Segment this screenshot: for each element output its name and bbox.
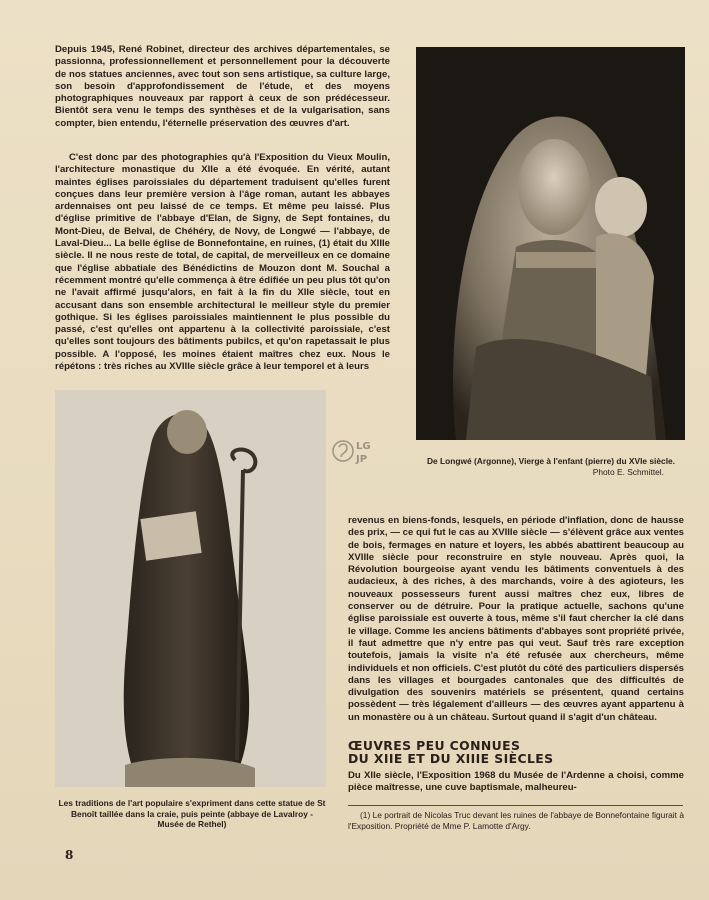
svg-text:JP: JP [356,454,368,465]
article-paragraph-1: Depuis 1945, René Robinet, directeur des archives départementales, se passionna, professionnellement et personnellement pour la découverte de nos statues anciennes, avec tout son sens artistique, sa culture large, son besoin d'approfondissement de l'étude, et des moyens photographiques nouveaux par rapport à ceux de son prédécesseur. Bientôt sera venu le temps des synthèses et de la vulgarisation, sans compter, bien entendu, l'éternelle préservation des œuvres d'art. [55,44,390,129]
virgin-statue-illustration [416,47,685,440]
article-paragraph-3: revenus en biens-fonds, lesquels, en période d'inflation, donc de hausse des prix, — ce qui fut le cas au XVIIIe siècle — s'élèvent grâce aux ventes de bois, fermages en nature et loyers, les abbés abattirent beaucoup au XVIIIe siècle pour reconstruire en style nouveau. Après quoi, la Révolution bourgeoise ayant vendu les bâtiments conventuels à des audacieux, à des riches, à des marchands, voire à des agioteurs, les nouveaux possesseurs furent aussi maîtres chez eux, libres de conserver ou de détruire. Pour la pratique actuelle, sachons qu'une église paroissiale est ouverte à tous, même s'il faut chercher la clé dans le village. Comme les anciens bâtiments d'abbayes sont propriété privée, il faut admettre que n'y entre pas qui veut. Sauf très rare exception toutefois, jamais la visite n'a été refusée aux chercheurs, même individuels et non officiels. C'est plutôt du côté des particuliers dispersés dans les villages et bourgades cantonales que des difficultés de divulgation des souvenirs matériels se présentent, quand certains possèdent — très légalement d'ailleurs — des œuvres ayant appartenu à un monastère ou à un château. Surtout quand il s'agit d'un château. [348,515,685,723]
article-paragraph-2: C'est donc par des photographies qu'à l'Exposition du Vieux Moulin, l'architecture monastique du XIIe a été évoquée. En vérité, autant maintes églises paroissiales du département traduisent qu'elles furent conçues dans leur première version à l'âge roman, autant les abbayes ardennaises ont peu laissé de ce temps. Et même peu laissé. Plus d'église primitive de l'abbaye d'Elan, de Signy, de Sept fontaines, du Mont-Dieu, de Belval, de Chéhéry, de Novy, de Longwé — l'abbaye, de Laval-Dieu... La belle église de Bonnefontaine, en ruines, (1) était du XIIIe siècle. Il ne nous reste de total, de capital, de merveilleux en ce domaine que l'église abbatiale des Bénédictins de Mouzon dont M. Souchal a récemment montré qu'elle commença à être édifiée un peu plus tôt qu'on ne l'avait affirmé jusqu'alors, en fait à la fin du XIIe siècle, tout en accusant dans son ensemble architectural le meilleur style du premier gothique. Si les églises paroissiales maintiennent le plus possible du passé, c'est qu'elles ont appartenu à la collectivité paroissiale, c'est qu'elles sont toujours des bâtiments pubilcs, et qu'on rapetassait le plus possible. A l'opposé, les moines étaient maîtres chez eux. Nous le répétons : très riches au XVIIIe siècle grâce à leur temporel et à leurs [55,152,390,373]
watermark-icon [332,436,376,466]
page-number: 8 [65,848,74,862]
photo-credit: Photo E. Schmittel. [592,466,664,477]
section-heading-line-2: DU XIIE ET DU XIIIE SIÈCLES [348,750,554,766]
saint-benoit-statue-illustration [55,390,326,787]
logo-watermark [332,436,376,466]
photo-saint-benoit [55,390,326,787]
footnote-divider [348,805,683,806]
benoit-photo-caption: Les traditions de l'art populaire s'expriment dans cette statue de St Benoît taillée dans la craie, puis peinte (abbaye de Lavalroy - Musée de Rethel) [58,798,326,830]
section-heading [348,740,648,765]
article-paragraph-4: Du XIIe siècle, l'Exposition 1968 du Musée de l'Ardenne a choisi, comme pièce maîtresse, une cuve baptismale, malheureu- [348,770,684,794]
virgin-photo-caption [418,456,684,477]
section-heading-line-1: ŒUVRES PEU CONNUES [348,738,521,753]
photo-virgin-and-child [416,47,685,440]
svg-text:LG: LG [356,441,371,452]
virgin-caption-text: De Longwé (Argonne), Vierge à l'enfant (pierre) du XVIe siècle. [426,456,676,466]
footnote: (1) Le portrait de Nicolas Truc devant les ruines de l'abbaye de Bonnefontaine figurait à l'Exposition. Propriété de Mme P. Lamotte d'Argy. [348,810,684,831]
